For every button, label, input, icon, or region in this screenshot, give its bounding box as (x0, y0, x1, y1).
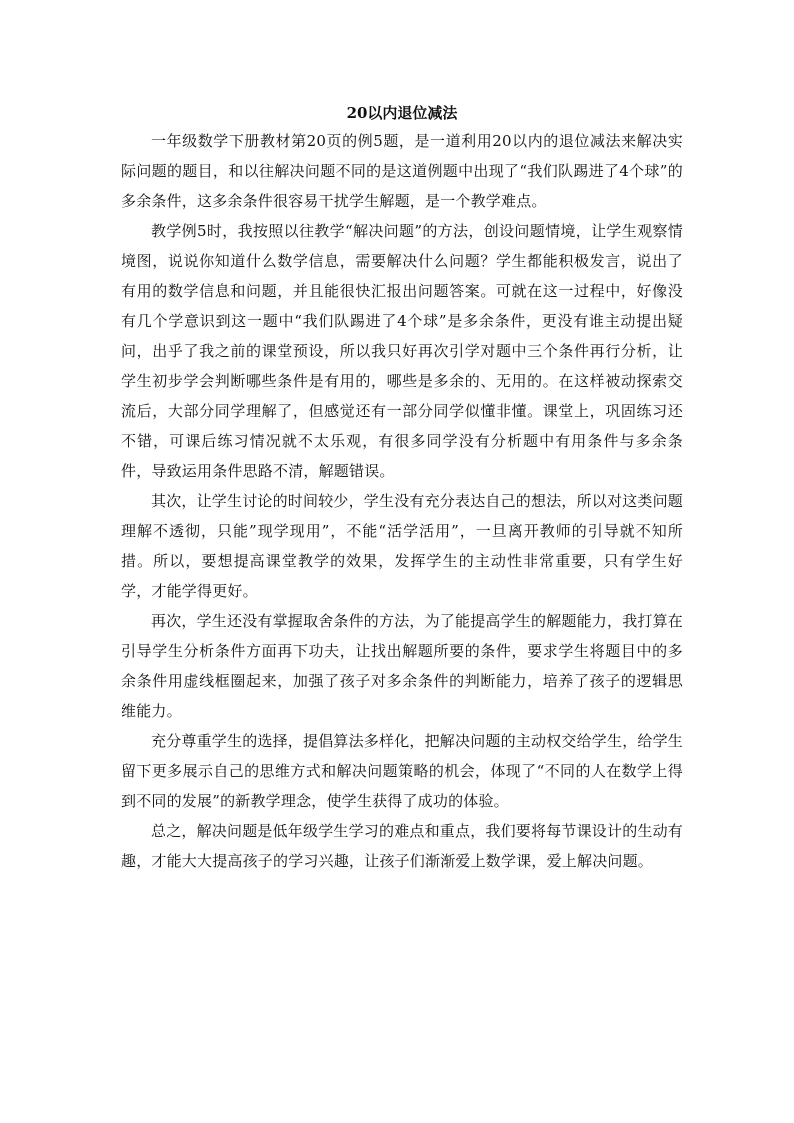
document-title: 20以内退位减法 (346, 104, 458, 122)
paragraph-5: 充分尊重学生的选择，提倡算法多样化，把解决问题的主动权交给学生，给学生留下更多展示自己的思维方式和解决问题策略的机会，体现了“不同的人在数学上得到不同的发展”的新教学理念，使学生获得了成功的体验。 (121, 732, 684, 810)
paragraph-6: 总之，解决问题是低年级学生学习的难点和重点，我们要将每节课设计的生动有趣，才能大大提高孩子的学习兴趣，让孩子们渐渐爱上数学课，爱上解决问题。 (121, 822, 684, 870)
paragraph-4: 再次，学生还没有掌握取舍条件的方法，为了能提高学生的解题能力，我打算在引导学生分析条件方面再下功夫，让找出解题所要的条件，要求学生将题目中的多余条件用虚线框圈起来，加强了孩子对多余条件的判断能力，培养了孩子的逻辑思维能力。 (121, 612, 684, 720)
paragraph-1: 一年级数学下册教材第20页的例5题，是一道利用20以内的退位减法来解决实际问题的题目，和以往解决问题不同的是这道例题中出现了“我们队踢进了4个球”的多余条件，这多余条件很容易干扰学生解题，是一个教学难点。 (121, 132, 683, 210)
document-body (121, 103, 683, 876)
paragraph-2: 教学例5时，我按照以往教学“解决问题”的方法，创设问题情境，让学生观察情境图，说说你知道什么数学信息，需要解决什么问题？学生都能积极发言，说出了有用的数学信息和问题，并且能很快汇报出问题答案。可就在这一过程中，好像没有几个学意识到这一题中“我们队踢进了4个球”是多余条件，更没有谁主动提出疑问，出乎了我之前的课堂预设，所以我只好再次引学对题中三个条件再行分析，让学生初步学会判断哪些条件是有用的，哪些是多余的、无用的。在这样被动探索交流后，大部分同学理解了，但感觉还有一部分同学似懂非懂。课堂上，巩固练习还不错，可课后练习情况就不太乐观，有很多同学没有分析题中有用条件与多余条件，导致运用条件思路不清，解题错误。 (121, 222, 683, 480)
paragraph-3: 其次，让学生讨论的时间较少，学生没有充分表达自己的想法，所以对这类问题理解不透彻，只能”现学现用”，不能“活学活用”，一旦离开教师的引导就不知所措。所以，要想提高课堂教学的效果，发挥学生的主动性非常重要，只有学生好学，才能学得更好。 (121, 492, 684, 600)
